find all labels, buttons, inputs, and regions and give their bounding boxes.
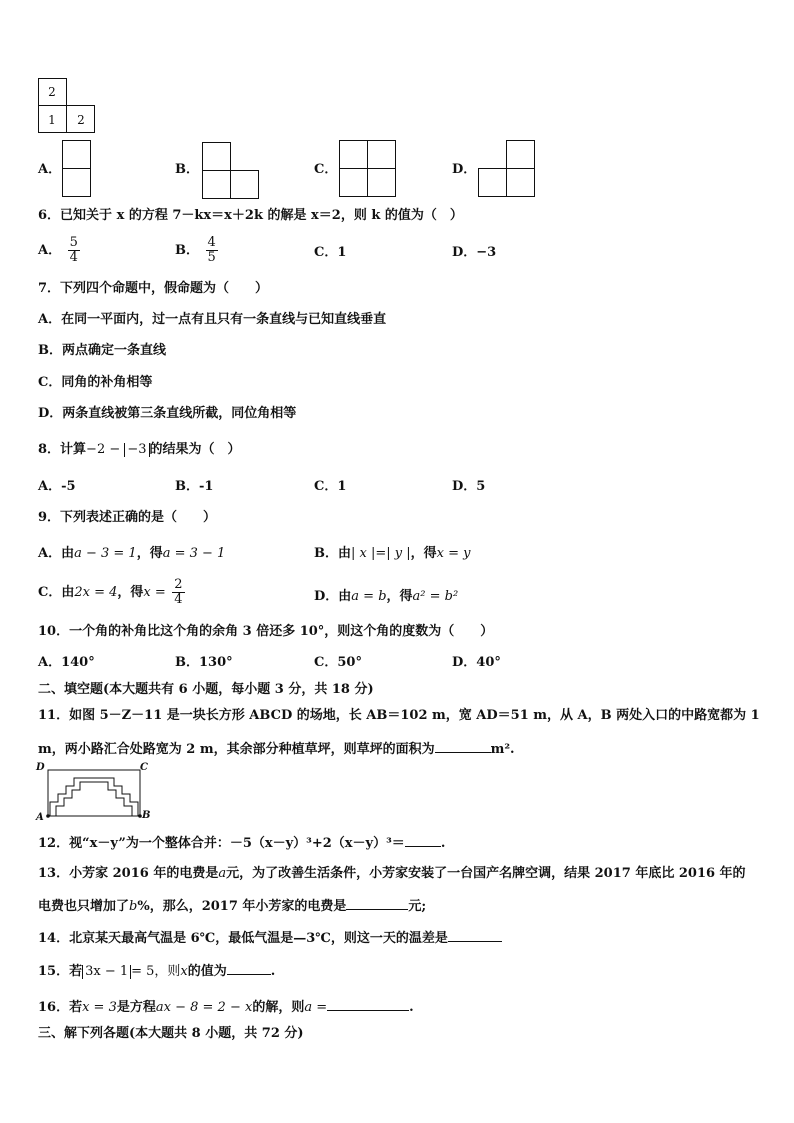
q6-option-d: D．−3 bbox=[452, 245, 497, 260]
q7-option-c: C．同角的补角相等 bbox=[38, 375, 153, 390]
q11-label-a: A bbox=[36, 812, 44, 823]
q13-line-1: 13．小芳家 2016 年的电费是a元，为了改善生活条件，小芳家安装了一台国产名牌空调，结果 2017 年底比 2016 年的 bbox=[38, 866, 746, 881]
q9-option-a: A．由a − 3 = 1，得a = 3 − 1 bbox=[38, 546, 226, 561]
q5-option-d-label: D． bbox=[452, 162, 477, 177]
q7-option-d: D．两条直线被第三条直线所截，同位角相等 bbox=[38, 406, 297, 421]
q7-stem: 7．下列四个命题中，假命题为（ ） bbox=[38, 281, 269, 296]
q11-field-diagram bbox=[36, 762, 154, 822]
q8-option-b: B．-1 bbox=[175, 479, 214, 494]
q12-line: 12．视“x－y”为一个整体合并：－5（x－y）³+2（x－y）³＝ . bbox=[38, 836, 446, 851]
q10-option-d: D．40° bbox=[452, 655, 501, 670]
q11-line-1: 11．如图 5－Z－11 是一块长方形 ABCD 的场地，长 AB＝102 m，宽 AD＝51 m，从 A，B 两处入口的中路宽都为 1 bbox=[38, 708, 760, 723]
q5-option-b-label: B． bbox=[175, 162, 199, 177]
q6-option-b: B． $\frac{4}{5}$ bbox=[175, 235, 216, 265]
q8-option-c: C．1 bbox=[314, 479, 347, 494]
figure-cell-top-number: 2 bbox=[48, 85, 56, 99]
q16-line: 16．若x = 3是方程ax − 8 = 2 − x的解，则a = . bbox=[38, 1000, 414, 1015]
q9-option-c: C．由2x = 4，得x = $\frac{2}{4}$ bbox=[38, 577, 183, 607]
q6-option-c: C．1 bbox=[314, 245, 347, 260]
q8-option-d: D．5 bbox=[452, 479, 486, 494]
q13-line-2: 电费也只增加了b%，那么，2017 年小芳家的电费是 元; bbox=[38, 899, 427, 914]
q9-stem: 9．下列表述正确的是（ ） bbox=[38, 510, 217, 525]
section-2-heading: 二、填空题(本大题共有 6 小题，每小题 3 分，共 18 分) bbox=[38, 682, 374, 697]
q11-label-c: C bbox=[140, 762, 148, 773]
q11-line-2: m，两小路汇合处路宽为 2 m，其余部分种植草坪，则草坪的面积为 m². bbox=[38, 742, 515, 757]
figure-cell-bottom-left-number: 1 bbox=[48, 113, 56, 127]
q7-option-a: A．在同一平面内，过一点有且只有一条直线与已知直线垂直 bbox=[38, 312, 387, 327]
section-3-heading: 三、解下列各题(本大题共 8 小题，共 72 分) bbox=[38, 1026, 304, 1041]
q14-line: 14．北京某天最高气温是 6℃，最低气温是—3℃，则这一天的温差是 bbox=[38, 929, 502, 947]
q10-option-c: C．50° bbox=[314, 655, 362, 670]
q8-option-a: A．-5 bbox=[38, 479, 76, 494]
q11-field-figure bbox=[36, 762, 154, 822]
q9-option-b: B．由| x |=| y |，得x = y bbox=[314, 546, 471, 561]
q9-option-d: D．由a = b，得a² = b² bbox=[314, 589, 459, 604]
q5-option-c-label: C． bbox=[314, 162, 338, 177]
q8-stem: 8．计算−2 − −3 的结果为（ ） bbox=[38, 442, 241, 457]
q7-option-b: B．两点确定一条直线 bbox=[38, 343, 166, 358]
q10-option-a: A．140° bbox=[38, 655, 95, 670]
q11-label-d: D bbox=[36, 762, 45, 773]
q11-label-b: B bbox=[142, 810, 151, 821]
q10-option-b: B．130° bbox=[175, 655, 233, 670]
figure-cell-bottom-right-number: 2 bbox=[77, 113, 85, 127]
q10-stem: 10．一个角的补角比这个角的余角 3 倍还多 10°，则这个角的度数为（ ） bbox=[38, 624, 494, 639]
q15-line: 15．若 3x − 1 = 5，则x的值为 . bbox=[38, 964, 276, 979]
q5-option-a-label: A． bbox=[38, 162, 62, 177]
q6-option-a: A． $\frac{5}{4}$ bbox=[38, 235, 78, 265]
q6-stem: 6．已知关于 x 的方程 7－kx＝x＋2k 的解是 x＝2，则 k 的值为（ ） bbox=[38, 208, 463, 223]
